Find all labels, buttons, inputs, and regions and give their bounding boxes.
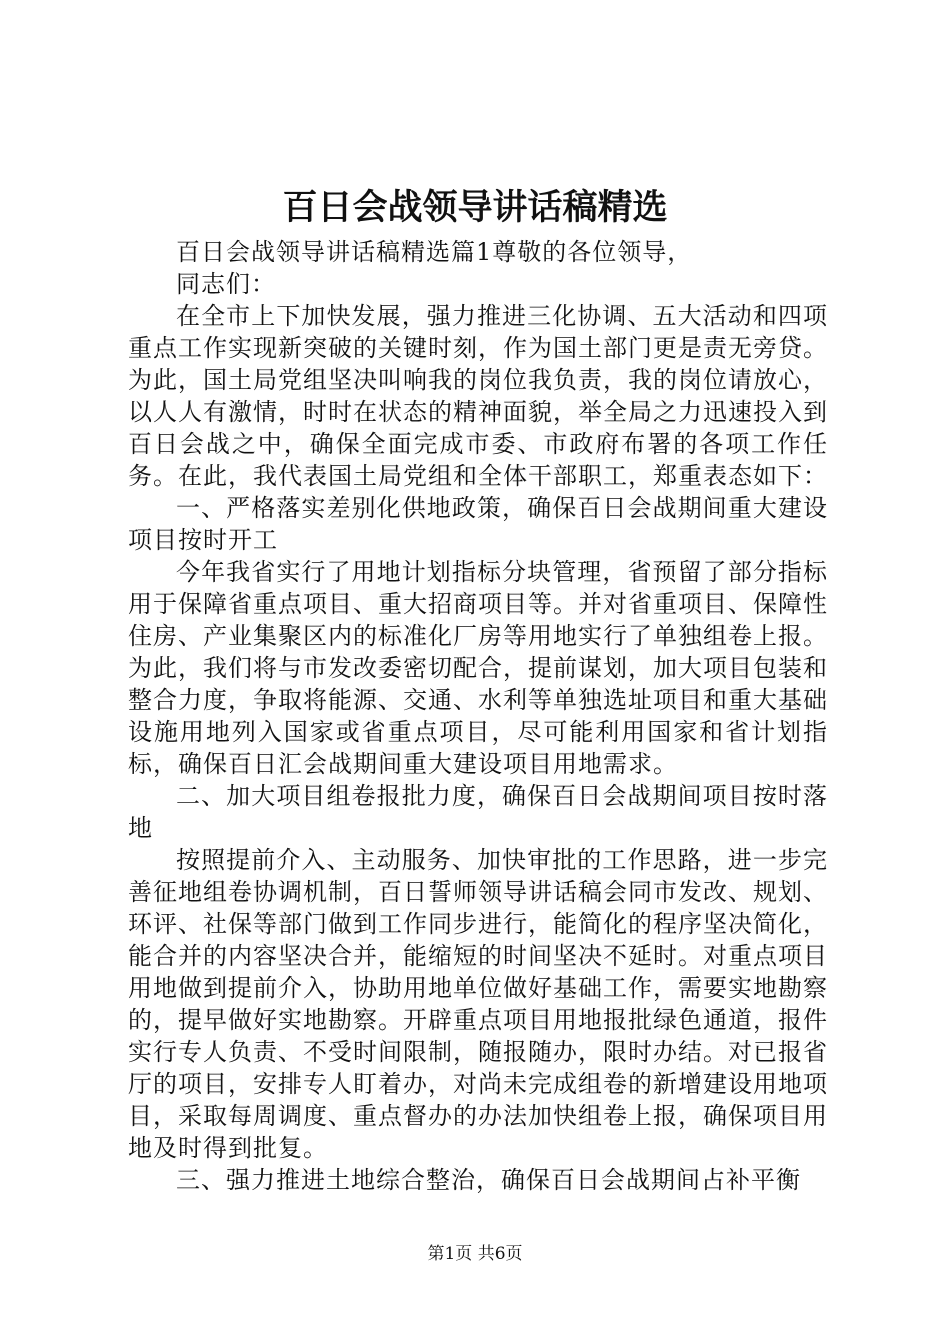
paragraph-greeting: 百日会战领导讲话稿精选篇1尊敬的各位领导， (176, 238, 693, 266)
paragraph-section-1: 今年我省实行了用地计划指标分块管理，省预留了部分指标用于保障省重点项目、重大招商项目等。并对省重项目、保障性住房、产业集聚区内的标准化厂房等用地实行了单独组卷上报。为此，我们将与市发改委密切配合，提前谋划，加大项目包装和整合力度，争取将能源、交通、水利等单独选址项目和重大基础设施用地列入国家或省重点项目，尽可能利用国家和省计划指标，确保百日汇会战期间重大建设项目用地需求。 (128, 558, 828, 778)
paragraph-intro: 在全市上下加快发展，强力推进三化协调、五大活动和四项重点工作实现新突破的关键时刻，作为国土部门更是责无旁贷。为此，国土局党组坚决叫响我的岗位我负责，我的岗位请放心，以人人有激情，时时在状态的精神面貌，举全局之力迅速投入到百日会战之中，确保全面完成市委、市政府布署的各项工作任务。在此，我代表国土局党组和全体干部职工，郑重表态如下： (128, 302, 828, 490)
section-heading-3: 三、强力推进土地综合整治，确保百日会战期间占补平衡 (176, 1166, 801, 1194)
document-body (128, 236, 828, 1196)
document-title: 百日会战领导讲话稿精选 (282, 187, 668, 228)
page-footer: 第1页 共6页 (427, 1244, 523, 1264)
section-heading-1: 一、严格落实差别化供地政策，确保百日会战期间重大建设项目按时开工 (128, 494, 828, 554)
paragraph-salutation: 同志们： (176, 270, 276, 298)
section-heading-2: 二、加大项目组卷报批力度，确保百日会战期间项目按时落地 (128, 782, 828, 842)
paragraph-section-2: 按照提前介入、主动服务、加快审批的工作思路，进一步完善征地组卷协调机制，百日誓师领导讲话稿会同市发改、规划、环评、社保等部门做到工作同步进行，能简化的程序坚决简化，能合并的内容坚决合并，能缩短的时间坚决不延时。对重点项目用地做到提前介入，协助用地单位做好基础工作，需要实地勘察的，提早做好实地勘察。开辟重点项目用地报批绿色通道，报件实行专人负责、不受时间限制，随报随办，限时办结。对已报省厅的项目，安排专人盯着办，对尚未完成组卷的新增建设用地项目，采取每周调度、重点督办的办法加快组卷上报，确保项目用地及时得到批复。 (128, 846, 828, 1162)
